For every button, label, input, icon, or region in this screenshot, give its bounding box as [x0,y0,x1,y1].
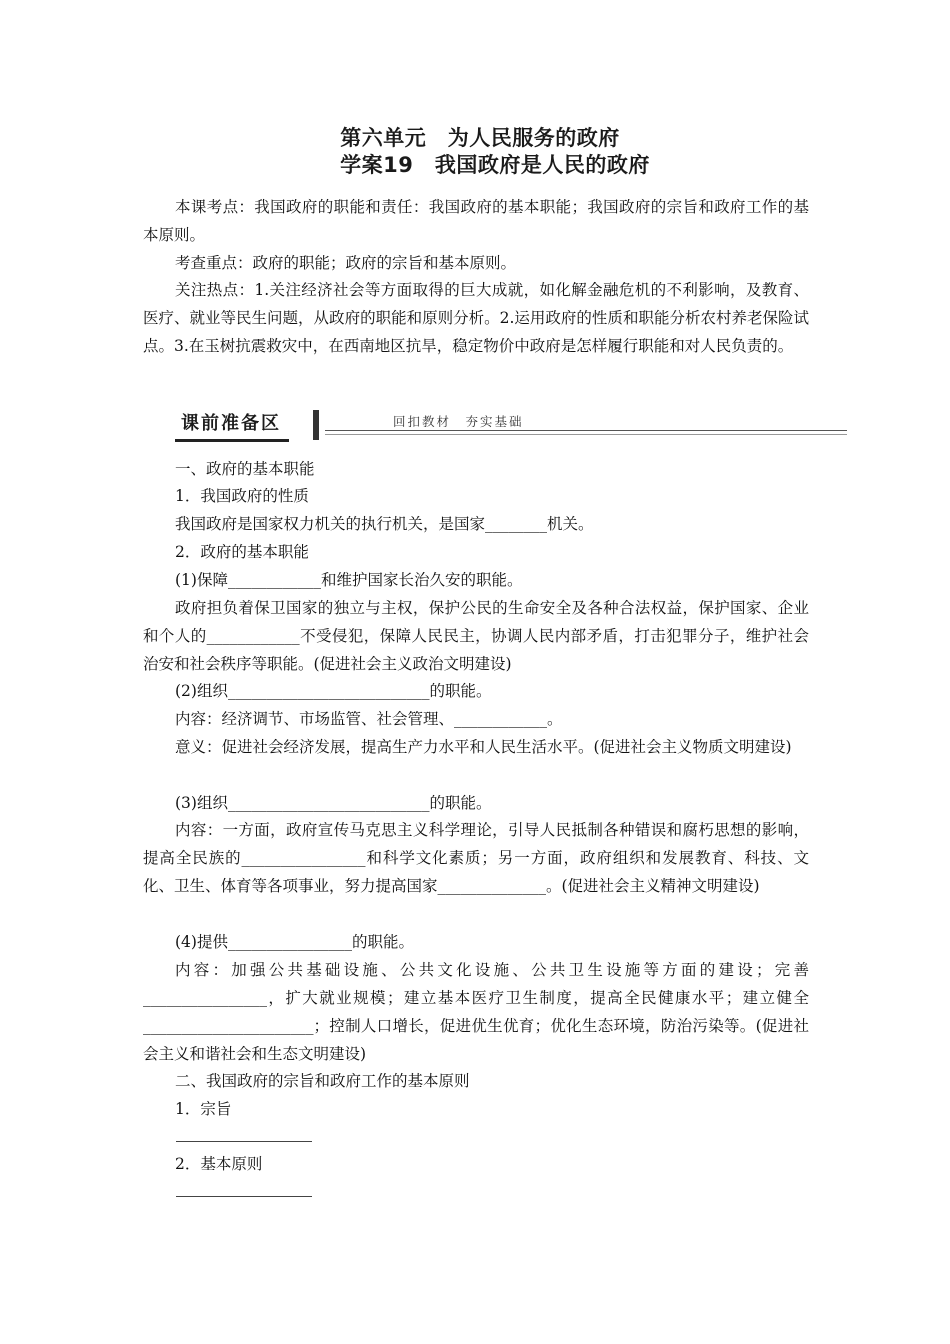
function-3-content: 内容：一方面，政府宣传马克思主义科学理论，引导人民抵制各种错误和腐朽思想的影响，提高全民族的________________和科学文化素质；另一方面，政府组织和发展教育、科技、文化、卫生、体育等各项事业，努力提高国家______________。(促进社会主义精神文明建设) [143,821,809,895]
unit-title: 第六单元 为人民服务的政府 [340,126,620,150]
function-2-meaning: 意义：促进社会经济发展，提高生产力水平和人民生活水平。(促进社会主义物质文明建设) [175,738,792,756]
subsection-1-2-heading: 2．政府的基本职能 [175,543,309,561]
banner-label: 课前准备区 [175,409,289,442]
banner-subtitle: 回扣教材 夯实基础 [393,414,524,429]
section-banner [175,409,847,443]
function-2-heading: (2)组织__________________________的职能。 [175,682,492,700]
function-3-heading: (3)组织__________________________的职能。 [175,794,492,812]
function-1-heading: (1)保障____________和维护国家长治久安的职能。 [175,571,523,589]
purpose-answer-blank[interactable] [176,1141,312,1142]
function-4-content: 内容：加强公共基础设施、公共文化设施、公共卫生设施等方面的建设；完善________________，扩大就业规模；建立基本医疗卫生制度，提高全民健康水平；建立健全______________________；控制人口增长，促进优生优育；优化生态环境，防治污染等。(促进社会主义和谐社会和生态文明建设) [143,961,809,1063]
banner-divider [313,410,319,440]
function-1-text: 政府担负着保卫国家的独立与主权，保护公民的生命安全及各种合法权益，保护国家、企业和个人的____________不受侵犯，保障人民民主，协调人民内部矛盾，打击犯罪分子，维护社会治安和社会秩序等职能。(促进社会主义政治文明建设) [143,599,809,673]
banner-rule-thin [325,434,847,435]
government-nature-text: 我国政府是国家权力机关的执行机关，是国家________机关。 [175,515,594,533]
function-2-content: 内容：经济调节、市场监管、社会管理、____________。 [175,710,563,728]
banner-rule [325,430,847,431]
lesson-title: 学案19 我国政府是人民的政府 [340,153,650,177]
subsection-2-1-heading: 1．宗旨 [175,1100,232,1118]
exam-points-paragraph: 本课考点：我国政府的职能和责任：我国政府的基本职能；我国政府的宗旨和政府工作的基本原则。 [143,198,809,244]
hot-topics-paragraph: 关注热点：1.关注经济社会等方面取得的巨大成就，如化解金融危机的不利影响，及教育、医疗、就业等民生问题，从政府的职能和原则分析。2.运用政府的性质和职能分析农村养老保险试点。3.在玉树抗震救灾中，在西南地区抗旱，稳定物价中政府是怎样履行职能和对人民负责的。 [143,281,809,355]
subsection-1-1-heading: 1．我国政府的性质 [175,487,309,505]
subsection-2-2-heading: 2．基本原则 [175,1155,263,1173]
function-4-heading: (4)提供________________的职能。 [175,933,414,951]
section-1-heading: 一、政府的基本职能 [175,460,315,478]
principle-answer-blank[interactable] [176,1196,312,1197]
key-points-paragraph: 考查重点：政府的职能；政府的宗旨和基本原则。 [175,254,517,272]
section-2-heading: 二、我国政府的宗旨和政府工作的基本原则 [175,1072,470,1090]
